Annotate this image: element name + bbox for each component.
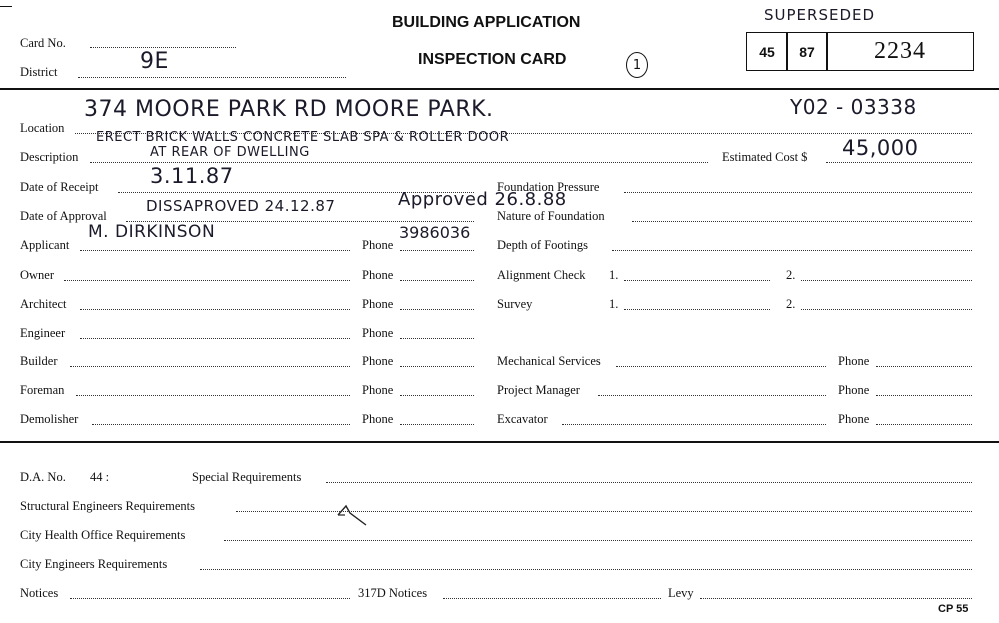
demolisher-phone-label: Phone (362, 412, 394, 426)
da-no-label: D.A. No. (20, 470, 66, 484)
date-of-receipt-label: Date of Receipt (20, 180, 99, 194)
alignment-check-label: Alignment Check (497, 268, 586, 282)
box-card-number: 2234 (826, 32, 974, 71)
district-line (78, 77, 346, 78)
city-engineers-label: City Engineers Requirements (20, 557, 168, 571)
alignment-1-label: 1. (609, 268, 619, 282)
form-code: CP 55 (938, 603, 969, 615)
special-requirements-label: Special Requirements (192, 470, 302, 484)
divider-middle (0, 441, 999, 443)
builder-label: Builder (20, 354, 58, 368)
alignment-2-label: 2. (786, 268, 796, 282)
survey-label: Survey (497, 297, 533, 311)
project-manager-label: Project Manager (497, 383, 580, 397)
owner-line (64, 280, 350, 281)
excavator-phone-line (876, 424, 972, 425)
location-value: 374 MOORE PARK RD MOORE PARK. (84, 97, 494, 122)
description-label: Description (20, 150, 79, 164)
applicant-phone-label: Phone (362, 238, 394, 252)
excavator-label: Excavator (497, 412, 548, 426)
alignment-2-line (801, 280, 972, 281)
builder-line (70, 366, 350, 367)
description-value-line1: ERECT BRICK WALLS CONCRETE SLAB SPA & ROLLER DOOR (96, 130, 510, 145)
excavator-line (562, 424, 826, 425)
owner-label: Owner (20, 268, 55, 282)
builder-phone-line (400, 366, 474, 367)
builder-phone-label: Phone (362, 354, 394, 368)
foreman-label: Foreman (20, 383, 65, 397)
mechanical-services-line (616, 366, 826, 367)
project-manager-phone-label: Phone (838, 383, 870, 397)
excavator-phone-label: Phone (838, 412, 870, 426)
survey-1-label: 1. (609, 297, 619, 311)
levy-line (700, 598, 972, 599)
nature-of-foundation-label: Nature of Foundation (497, 209, 605, 223)
owner-phone-line (400, 280, 474, 281)
location-label: Location (20, 121, 65, 135)
engineer-phone-line (400, 338, 474, 339)
demolisher-line (92, 424, 350, 425)
engineer-line (80, 338, 350, 339)
demolisher-label: Demolisher (20, 412, 79, 426)
date-of-approval-label: Date of Approval (20, 209, 107, 223)
box-2: 87 (786, 32, 828, 71)
depth-of-footings-label: Depth of Footings (497, 238, 588, 252)
special-requirements-line (326, 482, 972, 483)
structural-engineers-label: Structural Engineers Requirements (20, 499, 195, 513)
da-no-value: 44 : (90, 470, 110, 484)
corner-mark (0, 6, 12, 7)
applicant-label: Applicant (20, 238, 70, 252)
applicant-line (80, 250, 350, 251)
description-value-line2: AT REAR OF DWELLING (150, 145, 310, 160)
mechanical-services-phone-line (876, 366, 972, 367)
engineer-label: Engineer (20, 326, 66, 340)
notices-label: Notices (20, 586, 59, 600)
foreman-phone-label: Phone (362, 383, 394, 397)
levy-label: Levy (668, 586, 694, 600)
date-of-receipt-value: 3.11.87 (150, 164, 234, 188)
notices-line (70, 598, 350, 599)
reference-number: Y02 - 03338 (790, 95, 917, 119)
foundation-pressure-line (624, 192, 972, 193)
architect-line (80, 309, 350, 310)
survey-2-line (801, 309, 972, 310)
foreman-line (76, 395, 350, 396)
superseded-note: SUPERSEDED (764, 6, 876, 24)
city-health-line (224, 540, 972, 541)
foreman-phone-line (400, 395, 474, 396)
architect-label: Architect (20, 297, 67, 311)
title-line1: BUILDING APPLICATION (392, 14, 581, 31)
divider-top (0, 88, 999, 90)
applicant-phone-line (400, 250, 474, 251)
project-manager-line (598, 395, 826, 396)
mechanical-services-label: Mechanical Services (497, 354, 601, 368)
mechanical-services-phone-label: Phone (838, 354, 870, 368)
survey-2-label: 2. (786, 297, 796, 311)
description-line (90, 162, 708, 163)
card-no-label: Card No. (20, 36, 66, 50)
estimated-cost-value: 45,000 (842, 136, 919, 160)
applicant-phone-value: 3986036 (399, 223, 471, 242)
district-label: District (20, 65, 58, 79)
nature-of-foundation-line (632, 221, 972, 222)
district-value: 9E (140, 49, 169, 74)
survey-1-line (624, 309, 770, 310)
notices-317d-line (443, 598, 661, 599)
estimated-cost-label: Estimated Cost $ (722, 150, 808, 164)
demolisher-phone-line (400, 424, 474, 425)
city-health-label: City Health Office Requirements (20, 528, 186, 542)
box-1: 45 (746, 32, 788, 71)
owner-phone-label: Phone (362, 268, 394, 282)
circled-number: 1 (626, 52, 648, 78)
city-engineers-line (200, 569, 972, 570)
foundation-pressure-label: Foundation Pressure (497, 180, 600, 194)
notices-317d-label: 317D Notices (358, 586, 428, 600)
alignment-1-line (624, 280, 770, 281)
card-no-line (90, 47, 236, 48)
disapproved-value: DISSAPROVED 24.12.87 (146, 197, 336, 215)
architect-phone-line (400, 309, 474, 310)
arrow-scribble-icon (336, 503, 370, 529)
engineer-phone-label: Phone (362, 326, 394, 340)
estimated-cost-line (826, 162, 972, 163)
approved-value: Approved 26.8.88 (398, 189, 567, 210)
depth-of-footings-line (612, 250, 972, 251)
architect-phone-label: Phone (362, 297, 394, 311)
project-manager-phone-line (876, 395, 972, 396)
title-line2: INSPECTION CARD (418, 51, 567, 68)
applicant-value: M. DIRKINSON (88, 222, 216, 242)
